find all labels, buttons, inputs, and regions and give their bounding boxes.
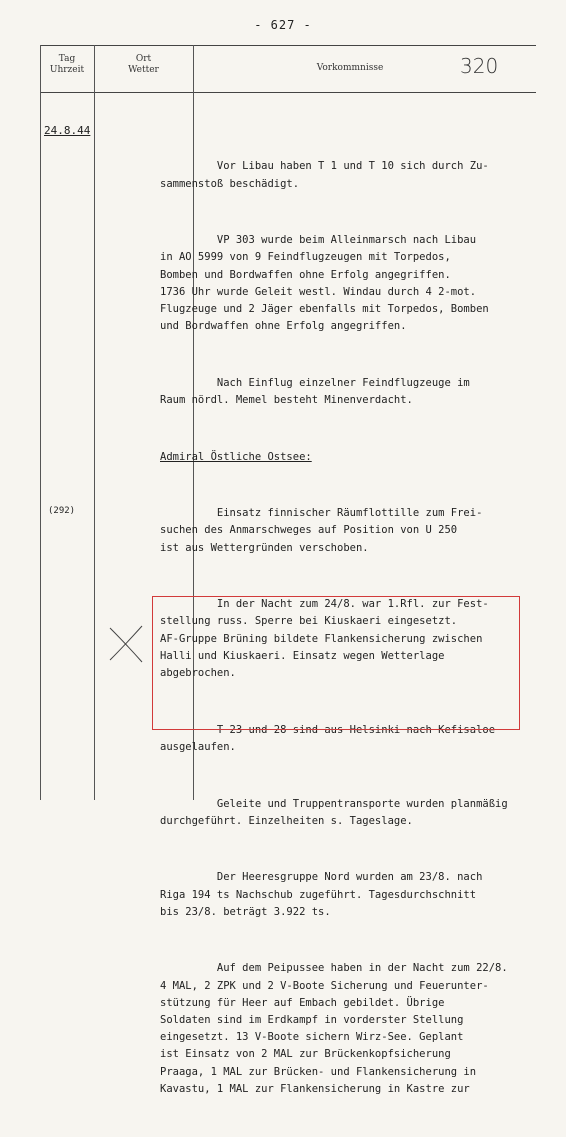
margin-number: (292) <box>48 506 76 516</box>
header-ort-wetter <box>94 54 193 76</box>
header-tag: Tag <box>58 54 76 64</box>
paragraph: Vor Libau haben T 1 und T 10 sich durch Zu- sammenstoß beschädigt. <box>160 160 489 190</box>
header-uhrzeit: Uhrzeit <box>49 65 85 75</box>
page-number: - 627 - <box>254 18 312 32</box>
paragraph: Nach Einflug einzelner Feindflugzeuge im Raum nördl. Memel besteht Minenverdacht. <box>160 376 470 407</box>
header-tag-uhrzeit <box>40 54 94 76</box>
paragraph: Auf dem Peipussee haben in der Nacht zum 22/8. 4 MAL, 2 ZPK und 2 V-Boote Sicherung und Feuerunter- stützung für Heer auf Embach gebildet. Übrige Soldaten sind im Erdkampf in vorderster Stellung eingesetzt. 13 V-Boote sichern Wirz-See. Geplant ist Einsatz von 2 MAL zur Brückenkopfsicherung Praaga, 1 MAL zur Brücken- und Flankensicherung in Kavastu, 1 MAL zur Flankensicherung in Kastre zur <box>160 962 508 1095</box>
header-top-rule <box>40 45 536 46</box>
paragraph: Der Heeresgruppe Nord wurden am 23/8. nach Riga 194 ts Nachschub zugeführt. Tagesdurchschnitt bis 23/8. beträgt 3.922 ts. <box>160 871 483 918</box>
folio-number: 320 <box>460 54 499 78</box>
header-vorkommnisse: Vorkommnisse <box>316 63 384 73</box>
paragraph: T 23 und 28 sind aus Helsinki nach Kefisaloe ausgelaufen. <box>160 723 496 753</box>
paragraph: VP 303 wurde beim Alleinmarsch nach Libau in AO 5999 von 9 Feindflugzeugen mit Torpedos, Bomben und Bordwaffen ohne Erfolg angegriffen. 1736 Uhr wurde Geleit westl. Windau durch 4 2-mot. Flugzeuge und 2 Jäger ebenfalls mit Torpedos, Bomben und Bordwaffen ohne Erfolg angegriffen. <box>160 234 489 333</box>
header-bottom-rule <box>40 92 536 93</box>
paragraph: In der Nacht zum 24/8. war 1.Rfl. zur Fest- stellung russ. Sperre bei Kiuskaeri eingesetzt. AF-Gruppe Brüning bildete Flankensicherung zwischen Halli und Kiuskaeri. Einsatz wegen Wetterlage abgebrochen. <box>160 598 489 680</box>
column-rule-1 <box>94 45 95 800</box>
paragraph: Geleite und Truppentransporte wurden planmäßig durchgeführt. Einzelheiten s. Tageslage. <box>160 797 508 827</box>
header-ort: Ort <box>135 54 152 64</box>
section-heading: Admiral Östliche Ostsee: <box>160 450 312 463</box>
annotation-box <box>152 596 520 730</box>
entry-date: 24.8.44 <box>44 124 91 137</box>
header-wetter: Wetter <box>128 65 159 75</box>
cross-mark-icon <box>104 622 148 666</box>
column-rule-left <box>40 45 41 800</box>
paragraph: Einsatz finnischer Räumflottille zum Frei- suchen des Anmarschweges auf Position von U 250 ist aus Wettergründen verschoben. <box>160 507 483 554</box>
